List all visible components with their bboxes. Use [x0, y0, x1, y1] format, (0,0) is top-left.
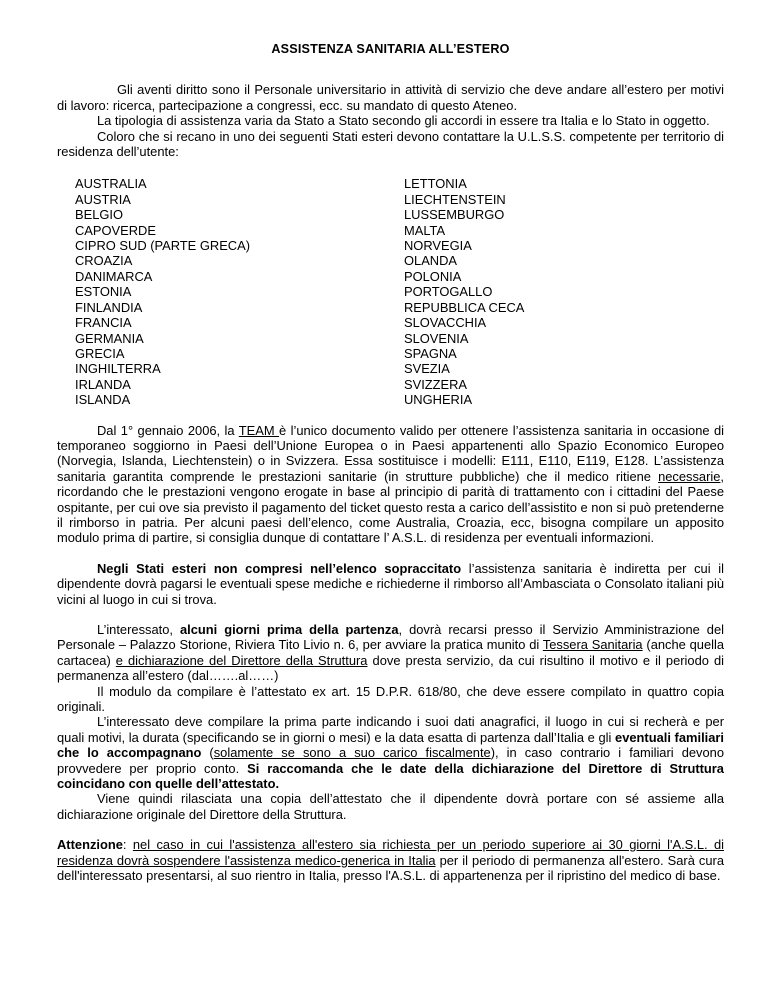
- country-item: AUSTRIA: [75, 191, 131, 207]
- procedura-paragraph-modulo: Il modulo da compilare è l’attestato ex art. 15 D.P.R. 618/80, che deve essere compilato in quattro copia originali.: [57, 683, 724, 715]
- page-title: ASSISTENZA SANITARIA ALL’ESTERO: [271, 42, 510, 56]
- country-item: CIPRO SUD (PARTE GRECA): [75, 238, 250, 254]
- country-item: ISLANDA: [75, 392, 131, 408]
- procedura-paragraph-compilazione: [57, 714, 724, 791]
- carico-fiscale-underlined: solamente se sono a suo carico fiscalmente: [213, 745, 491, 761]
- country-item: MALTA: [404, 222, 446, 238]
- team-text: è l’unico documento valido per ottenere l’assistenza sanitaria in occasione di temporaneo soggiorno in Paesi dell’Unione Europea o in Paesi appartenenti allo Spazio Economico Europeo (Norvegia, Islanda, Liechtenstein) o in Svizzera. Essa sostituisce i modelli: E111, E110, E119, E128. L’assistenza sanitaria garantita comprende le prestazioni sanitarie (in strutture pubbliche) che il medico ritiene: [57, 422, 724, 484]
- procedura-text: (anche quella cartacea): [57, 637, 725, 668]
- country-item: SVEZIA: [404, 361, 450, 377]
- attenzione-label: Attenzione: [57, 837, 123, 853]
- country-item: SVIZZERA: [404, 376, 468, 392]
- team-paragraph: [57, 423, 724, 546]
- team-text: Dal 1° gennaio 2006, la: [97, 422, 239, 438]
- familiari-bold: eventuali familiari che lo accompagnano: [57, 729, 724, 761]
- country-item: CROAZIA: [75, 253, 133, 269]
- country-item: POLONIA: [404, 268, 462, 284]
- country-item: DANIMARCA: [75, 268, 153, 284]
- procedura-text: L’interessato deve compilare la prima parte indicando i suoi dati anagrafici, il luogo in cui si recherà e per quali motivi, la durata (specificando se in giorni o mesi) e la data esatta di partenza dall’Italia e gli: [57, 714, 724, 745]
- country-item: BELGIO: [75, 207, 123, 223]
- procedura-text: (: [201, 745, 214, 761]
- procedura-paragraph-start: [57, 622, 724, 684]
- country-item: REPUBBLICA CECA: [404, 299, 525, 315]
- country-item: LETTONIA: [404, 176, 467, 192]
- procedura-paragraph-rilascio: Viene quindi rilasciata una copia dell’attestato che il dipendente dovrà portare con sé assieme alla dichiarazione originale del Direttore della Struttura.: [57, 791, 724, 822]
- country-item: SPAGNA: [404, 345, 457, 361]
- country-item: AUSTRALIA: [75, 176, 147, 192]
- country-item: GRECIA: [75, 345, 125, 361]
- country-item: LIECHTENSTEIN: [404, 191, 506, 207]
- country-item: UNGHERIA: [404, 392, 473, 408]
- non-compresi-bold: Negli Stati esteri non compresi nell’elenco sopraccitato: [97, 560, 462, 576]
- country-item: SLOVENIA: [404, 330, 469, 346]
- country-item: IRLANDA: [75, 376, 131, 392]
- intro-paragraph-contact-ulss: Coloro che si recano in uno dei seguenti Stati esteri devono contattare la U.L.S.S. competente per territorio di residenza dell’utente:: [57, 128, 724, 160]
- attenzione-paragraph: [57, 837, 724, 883]
- procedura-text: ), in caso contrario i familiari devono provvedere per proprio conto.: [57, 745, 724, 776]
- attenzione-text: :: [122, 837, 133, 853]
- non-compresi-text: l’assistenza sanitaria è indiretta per cui il dipendente dovrà pagarsi le eventuali spese mediche e richiederne il rimborso all’Ambasciata o Consolato italiani più vicini al luogo in cui si trova.: [57, 560, 724, 607]
- country-item: PORTOGALLO: [404, 284, 493, 300]
- team-link[interactable]: TEAM: [238, 422, 280, 438]
- team-text: , ricordando che le prestazioni vengono erogate in base al principio di parità di trattamento con i cittadini del Paese ospitante, per cui ove sia previsto il pagamento del ticket questo resta a carico dell’assistito e non si può pretenderne il rimborso in patria. Per alcuni paesi dell’elenco, come Australia, Croazia, ecc, bisogna compilare un apposito modulo prima di partire, si consiglia dunque di contattare l’ A.S.L. di residenza per eventuali informazioni.: [57, 468, 724, 546]
- country-list-right: [404, 176, 604, 407]
- country-item: FRANCIA: [75, 315, 132, 331]
- country-item: SLOVACCHIA: [404, 315, 487, 331]
- procedura-text: L’interessato,: [97, 622, 180, 637]
- country-item: ESTONIA: [75, 284, 132, 300]
- country-item: CAPOVERDE: [75, 222, 156, 238]
- country-item: INGHILTERRA: [75, 361, 161, 377]
- attenzione-underlined: nel caso in cui l'assistenza all'estero sia richiesta per un periodo superiore ai 30 giorni l'A.S.L. di residenza dovrà sospendere l'assistenza medico-generica in Italia: [57, 837, 725, 868]
- procedura-text: dove presta servizio, da cui risultino il motivo e il periodo di permanenza all’estero (dal…….al……): [57, 652, 724, 684]
- non-compresi-paragraph: [57, 561, 724, 607]
- tessera-sanitaria-underlined: Tessera Sanitaria: [542, 637, 643, 653]
- necessarie-underlined: necessarie: [658, 468, 721, 484]
- country-item: GERMANIA: [75, 330, 144, 346]
- country-item: LUSSEMBURGO: [404, 207, 505, 223]
- country-list: [75, 176, 724, 407]
- procedura-text: , dovrà recarsi presso il Servizio Amministrazione del Personale – Palazzo Storione, Riviera Tito Livio n. 6, per avviare la pratica munito di: [57, 622, 725, 653]
- country-item: OLANDA: [404, 253, 458, 269]
- attenzione-text: per il periodo di permanenza all'estero. Sarà cura dell'interessato presentarsi, al suo rientro in Italia, presso l'A.S.L. di appartenenza per il ripristino del medico di base.: [57, 852, 725, 884]
- country-item: NORVEGIA: [404, 238, 472, 254]
- intro-paragraph-eligibility: Gli aventi diritto sono il Personale universitario in attività di servizio che deve andare all’estero per motivi di lavoro: ricerca, partecipazione a congressi, ecc. su mandato di questo Ateneo.: [57, 82, 724, 113]
- procedura-bold-timing: alcuni giorni prima della partenza: [179, 622, 399, 637]
- country-list-left: [75, 176, 404, 407]
- dichiarazione-direttore-underlined: e dichiarazione del Direttore della Struttura: [115, 652, 368, 668]
- intro-paragraph-assistance-type: La tipologia di assistenza varia da Stato a Stato secondo gli accordi in essere tra Italia e lo Stato in oggetto.: [97, 113, 710, 129]
- country-item: FINLANDIA: [75, 299, 143, 315]
- raccomandazione-bold: Si raccomanda che le date della dichiarazione del Direttore di Struttura coincidano con quelle dell’attestato.: [57, 760, 724, 792]
